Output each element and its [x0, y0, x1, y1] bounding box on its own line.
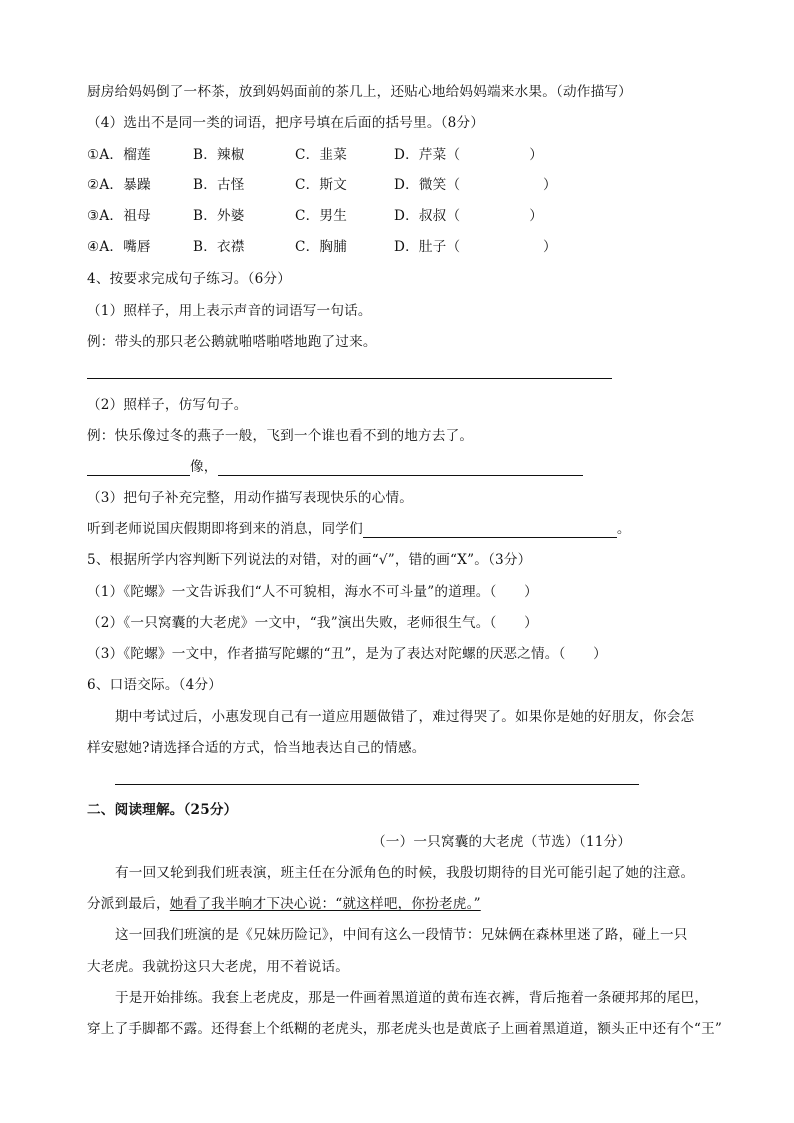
option: B．辣椒 [193, 147, 245, 163]
section-4-1-example: 例：带头的那只老公鹅就啪嗒啪嗒地跑了过来。 [87, 334, 377, 350]
option: ①A．榴莲 [87, 147, 151, 163]
option: ④A．嘴唇 [87, 239, 151, 255]
section-4-3: （3）把句子补充完整，用动作描写表现快乐的心情。 [87, 490, 414, 506]
section-4-2-example: 例：快乐像过冬的燕子一般，飞到一个谁也看不到的地方去了。 [87, 428, 474, 444]
answer-blank[interactable] [363, 523, 617, 538]
section-6-paragraph: 期中考试过后，小惠发现自己有一道应用题做错了，难过得哭了。如果你是她的好朋友，你会怎 [115, 709, 695, 725]
passage-paragraph: 大老虎。我就扮这只大老虎，用不着说话。 [87, 959, 350, 975]
sentence-suffix: 。 [616, 521, 631, 537]
option: B．外婆 [193, 208, 245, 224]
option: B．衣襟 [193, 239, 245, 255]
answer-line[interactable] [115, 784, 639, 785]
section-4-title: 4、按要求完成句子练习。（6分） [87, 271, 292, 287]
option: ②A．暴躁 [87, 177, 151, 193]
answer-line[interactable] [87, 378, 612, 379]
blank-word: 像， [190, 459, 218, 475]
option: D．叔叔（ ） [394, 208, 544, 224]
answer-blank[interactable] [218, 461, 583, 476]
section-6-paragraph: 样安慰她?请选择合适的方式，恰当地表达自己的情感。 [87, 740, 426, 756]
underlined-sentence: 她看了我半晌才下决心说：“就这样吧，你扮老虎。” [169, 896, 481, 912]
question-4-title: （4）选出不是同一类的词语，把序号填在后面的括号里。（8分） [87, 115, 485, 131]
section-5-3: （3）《陀螺》一文中，作者描写陀螺的“丑”，是为了表达对陀螺的厌恶之情。（ ） [87, 646, 607, 662]
option-row-1 [87, 146, 543, 164]
option: ③A．祖母 [87, 208, 151, 224]
option: D．芹菜（ ） [394, 147, 544, 163]
section-5-title: 5、根据所学内容判断下列说法的对错，对的画“√”，错的画“X”。（3分） [87, 552, 532, 568]
section-4-2-answer [87, 458, 583, 476]
passage-paragraph [87, 895, 481, 913]
passage-paragraph: 于是开始排练。我套上老虎皮，那是一件画着黑道道的黄布连衣裤，背后拖着一条硬邦邦的尾巴， [115, 990, 709, 1006]
option: D．微笑（ ） [394, 177, 557, 193]
section-4-1: （1）照样子，用上表示声音的词语写一句话。 [87, 303, 372, 319]
passage-paragraph: 这一回我们班演的是《兄妹历险记》，中间有这么一段情节：兄妹俩在森林里迷了路，碰上一只 [115, 927, 688, 943]
option: B．古怪 [193, 177, 245, 193]
section-5-2: （2）《一只窝囊的大老虎》一文中，“我”演出失败，老师很生气。（ ） [87, 615, 538, 631]
section-4-3-answer [87, 520, 631, 538]
option-row-2 [87, 176, 557, 194]
passage-title: （一）一只窝囊的大老虎（节选）（11分） [372, 834, 632, 850]
section-4-2: （2）照样子，仿写句子。 [87, 397, 248, 413]
option: C．韭菜 [295, 147, 347, 163]
option: C．男生 [295, 208, 347, 224]
passage-text: 分派到最后， [87, 896, 170, 912]
passage-paragraph: 穿上了手脚都不露。还得套上个纸糊的老虎头，那老虎头也是黄底子上画着黑道道，额头正中还有个“王” [87, 1021, 723, 1037]
passage-paragraph: 有一回又轮到我们班表演，班主任在分派角色的时候，我殷切期待的目光可能引起了她的注意。 [115, 865, 695, 881]
option: D．肚子（ ） [394, 239, 557, 255]
option: C．胸脯 [295, 239, 347, 255]
option-row-3 [87, 207, 543, 225]
section-5-1: （1）《陀螺》一文告诉我们“人不可貌相，海水不可斗量”的道理。（ ） [87, 584, 538, 600]
text-line: 厨房给妈妈倒了一杯茶，放到妈妈面前的茶几上，还贴心地给妈妈端来水果。（动作描写） [87, 84, 632, 100]
option: C．斯文 [295, 177, 347, 193]
part-2-heading: 二、阅读理解。（25分） [87, 802, 238, 818]
sentence-prefix: 听到老师说国庆假期即将到来的消息，同学们 [87, 521, 363, 537]
answer-blank[interactable] [87, 461, 190, 476]
option-row-4 [87, 238, 557, 256]
section-6-title: 6、口语交际。（4分） [87, 677, 223, 693]
